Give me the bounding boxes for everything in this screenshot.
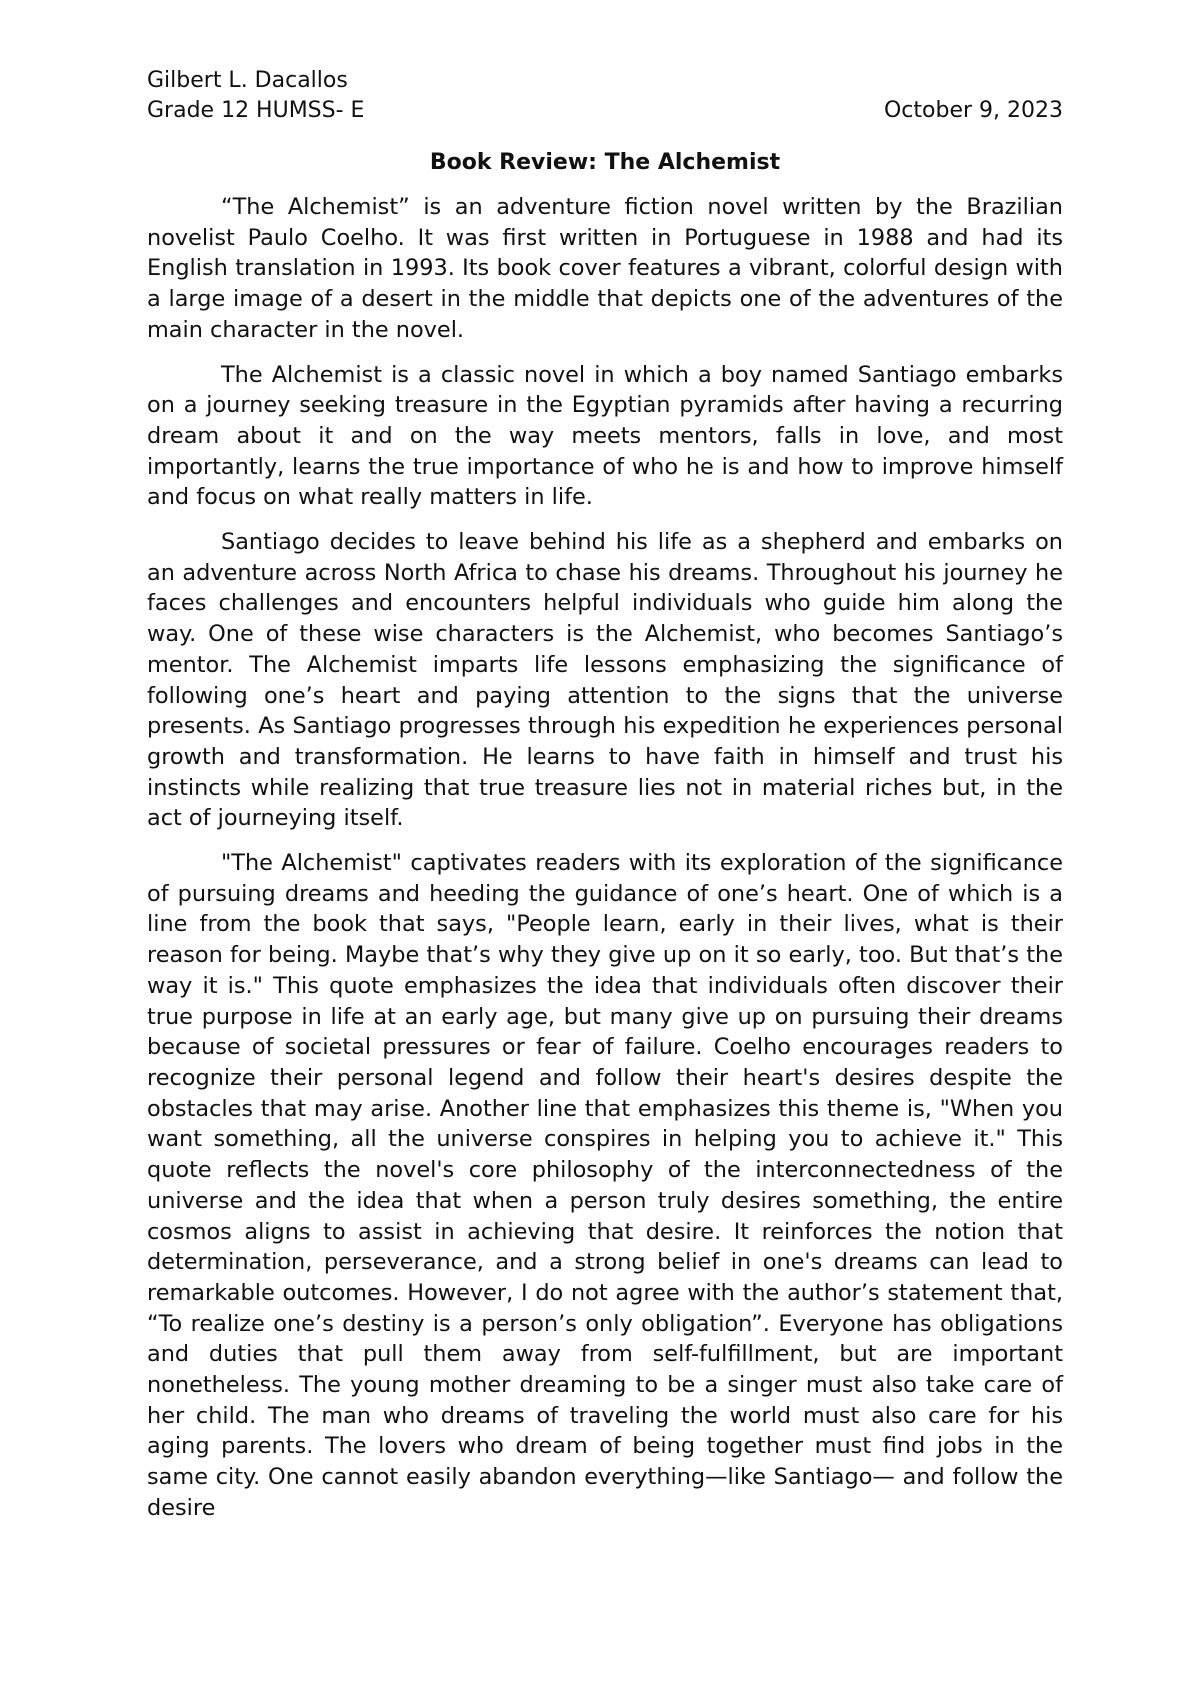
author-name: Gilbert L. Dacallos <box>147 68 348 93</box>
grade-section: Grade 12 HUMSS- E <box>147 98 365 123</box>
paragraph-3: Santiago decides to leave behind his life as a shepherd and embarks on an adventure across North Africa to chase his dreams. Throughout his journey he faces challenges and encounters helpful individuals who guide him along the way. One of these wise characters is the Alchemist, who becomes Santiago’s mentor. The Alchemist imparts life lessons emphasizing the significance of following one’s heart and paying attention to the signs that the universe presents. As Santiago progresses through his expedition he experiences personal growth and transformation. He learns to have faith in himself and trust his instincts while realizing that true treasure lies not in material riches but, in the act of journeying itself. <box>147 529 1063 832</box>
header-author-line <box>147 66 1063 96</box>
header-grade-line <box>147 96 1063 126</box>
document-page <box>147 66 1063 1538</box>
paragraph-2: The Alchemist is a classic novel in which a boy named Santiago embarks on a journey seeking treasure in the Egyptian pyramids after having a recurring dream about it and on the way meets mentors, falls in love, and most importantly, learns the true importance of who he is and how to improve himself and focus on what really matters in life. <box>147 361 1063 511</box>
document-title: Book Review: The Alchemist <box>429 150 781 175</box>
document-date: October 9, 2023 <box>883 98 1063 123</box>
paragraph-1: “The Alchemist” is an adventure fiction novel written by the Brazilian novelist Paulo Coelho. It was first written in Portuguese in 1988 and had its English translation in 1993. Its book cover features a vibrant, colorful design with a large image of a desert in the middle that depicts one of the adventures of the main character in the novel. <box>147 194 1063 343</box>
paragraph-4: "The Alchemist" captivates readers with its exploration of the significance of pursuing dreams and heeding the guidance of one’s heart. One of which is a line from the book that says, "People learn, early in their lives, what is their reason for being. Maybe that’s why they give up on it so early, too. But that’s the way it is." This quote emphasizes the idea that individuals often discover their true purpose in life at an early age, but many give up on pursuing their dreams because of societal pressures or fear of failure. Coelho encourages readers to recognize their personal legend and follow their heart's desires despite the obstacles that may arise. Another line that emphasizes this theme is, "When you want something, all the universe conspires in helping you to achieve it." This quote reflects the novel's core philosophy of the interconnectedness of the universe and the idea that when a person truly desires something, the entire cosmos aligns to assist in achieving that desire. It reinforces the notion that determination, perseverance, and a strong belief in one's dreams can lead to remarkable outcomes. However, I do not agree with the author’s statement that, “To realize one’s destiny is a person’s only obligation”. Everyone has obligations and duties that pull them away from self-fulfillment, but are important nonetheless. The young mother dreaming to be a singer must also take care of her child. The man who dreams of traveling the world must also care for his aging parents. The lovers who dream of being together must find jobs in the same city. One cannot easily abandon everything—like Santiago— and follow the desire <box>147 850 1063 1521</box>
